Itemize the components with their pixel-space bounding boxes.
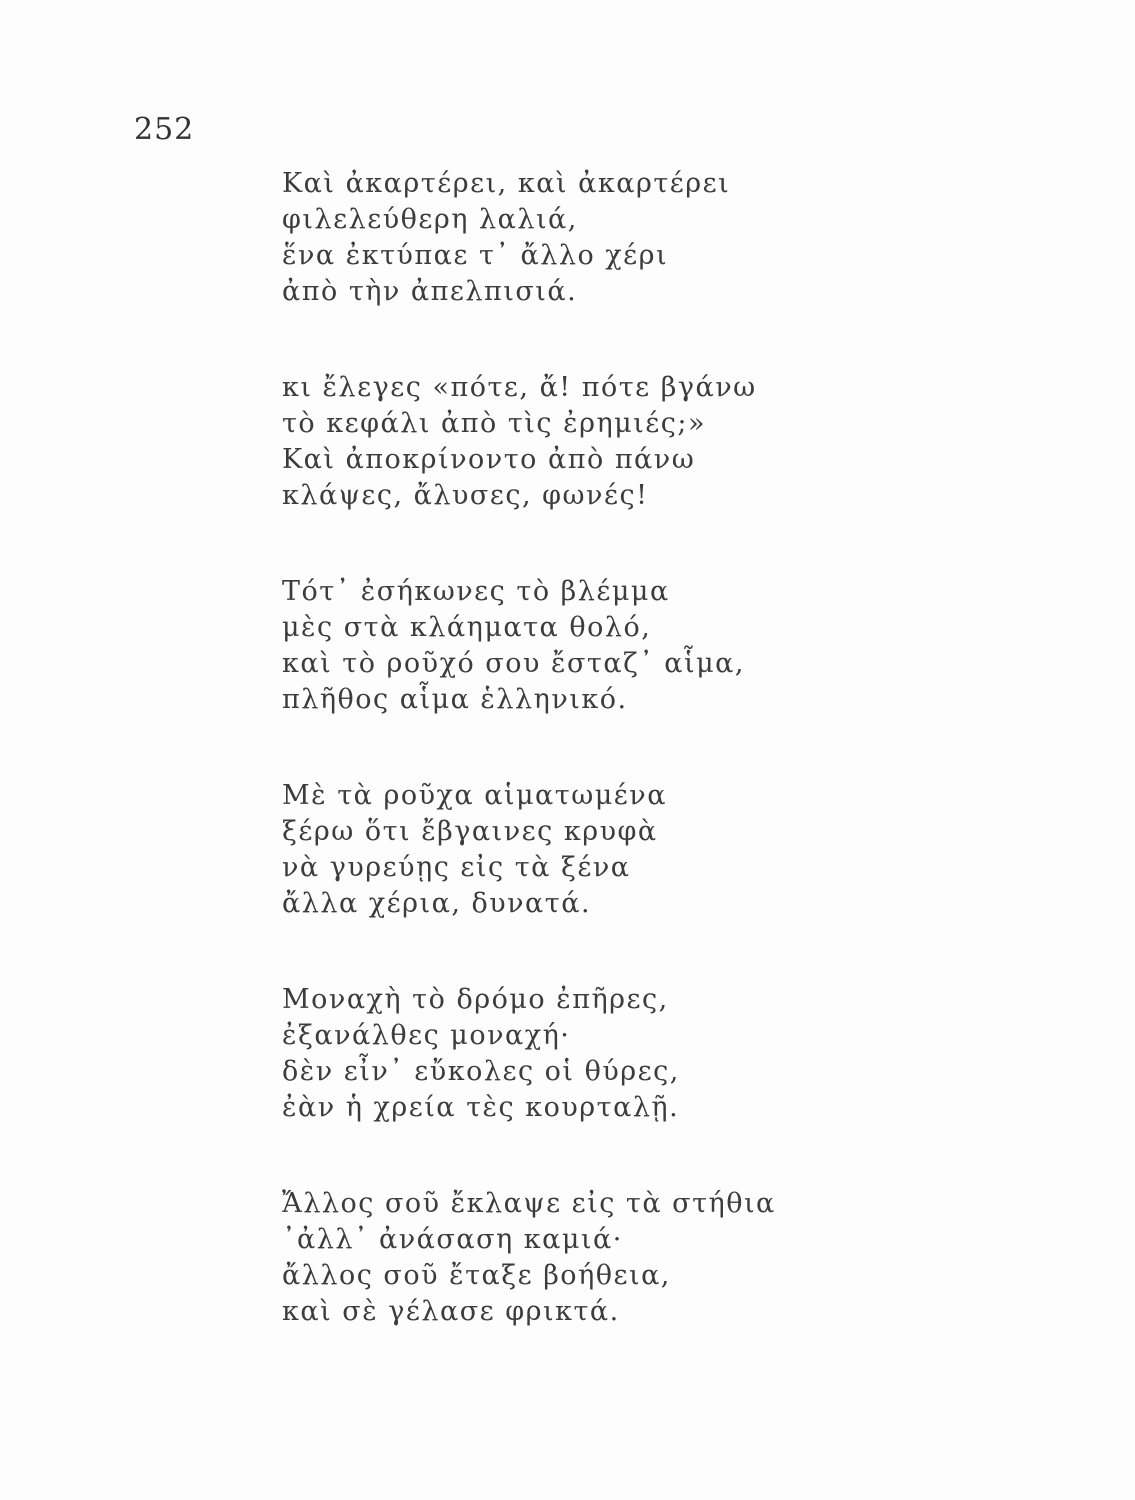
page-number: 252 [134,112,195,147]
verse-line: νὰ γυρεύῃς εἰς τὰ ξένα [282,852,631,883]
verse-line: ξέρω ὅτι ἔβγαινες κρυφὰ [282,816,658,847]
verse-line: κι ἔλεγες «πότε, ἄ! πότε βγάνω [282,372,757,403]
verse-line: ᾿ἀλλ᾿ ἀνάσαση καμιά· [282,1224,623,1255]
stanza-3 [282,574,1082,718]
verse-line: Ἄλλος σοῦ ἔκλαψε εἰς τὰ στήθια [282,1188,776,1219]
stanza-6 [282,1186,1082,1330]
verse-line: Τότ᾿ ἐσήκωνες τὸ βλέμμα [282,576,670,607]
verse-line: φιλελεύθερη λαλιά, [282,204,578,235]
verse-line: ἕνα ἐκτύπαε τ᾿ ἄλλο χέρι [282,240,669,271]
verse-line: Καὶ ἀκαρτέρει, καὶ ἀκαρτέρει [282,168,731,199]
verse-line: ἄλλα χέρια, δυνατά. [282,888,592,919]
stanza-4 [282,778,1082,922]
verse-line: καὶ σὲ γέλασε φρικτά. [282,1296,620,1327]
verse-line: ἄλλος σοῦ ἔταξε βοήθεια, [282,1260,671,1291]
verse-line: ἐξανάλθες μοναχή· [282,1020,571,1051]
verse-line: ἐὰν ἡ χρεία τὲς κουρταλῇ. [282,1092,680,1123]
verse-line: μὲς στὰ κλάηματα θολό, [282,612,652,643]
verse-line: κλάψες, ἄλυσες, φωνές! [282,480,649,511]
verse-line: καὶ τὸ ροῦχό σου ἔσταζ᾿ αἷμα, [282,648,745,679]
verse-line: Μοναχὴ τὸ δρόμο ἐπῆρες, [282,984,669,1015]
verse-line: Μὲ τὰ ροῦχα αἱματωμένα [282,780,667,811]
verse-line: Καὶ ἀποκρίνοντο ἀπὸ πάνω [282,444,696,475]
verse-line: δὲν εἶν᾿ εὔκολες οἱ θύρες, [282,1056,680,1087]
poem-body [282,166,1082,1390]
stanza-1 [282,166,1082,310]
verse-line: πλῆθος αἷμα ἑλληνικό. [282,684,628,715]
verse-line: τὸ κεφάλι ἀπὸ τὶς ἐρημιές;» [282,408,706,439]
stanza-2 [282,370,1082,514]
stanza-5 [282,982,1082,1126]
verse-line: ἀπὸ τὴν ἀπελπισιά. [282,276,578,307]
